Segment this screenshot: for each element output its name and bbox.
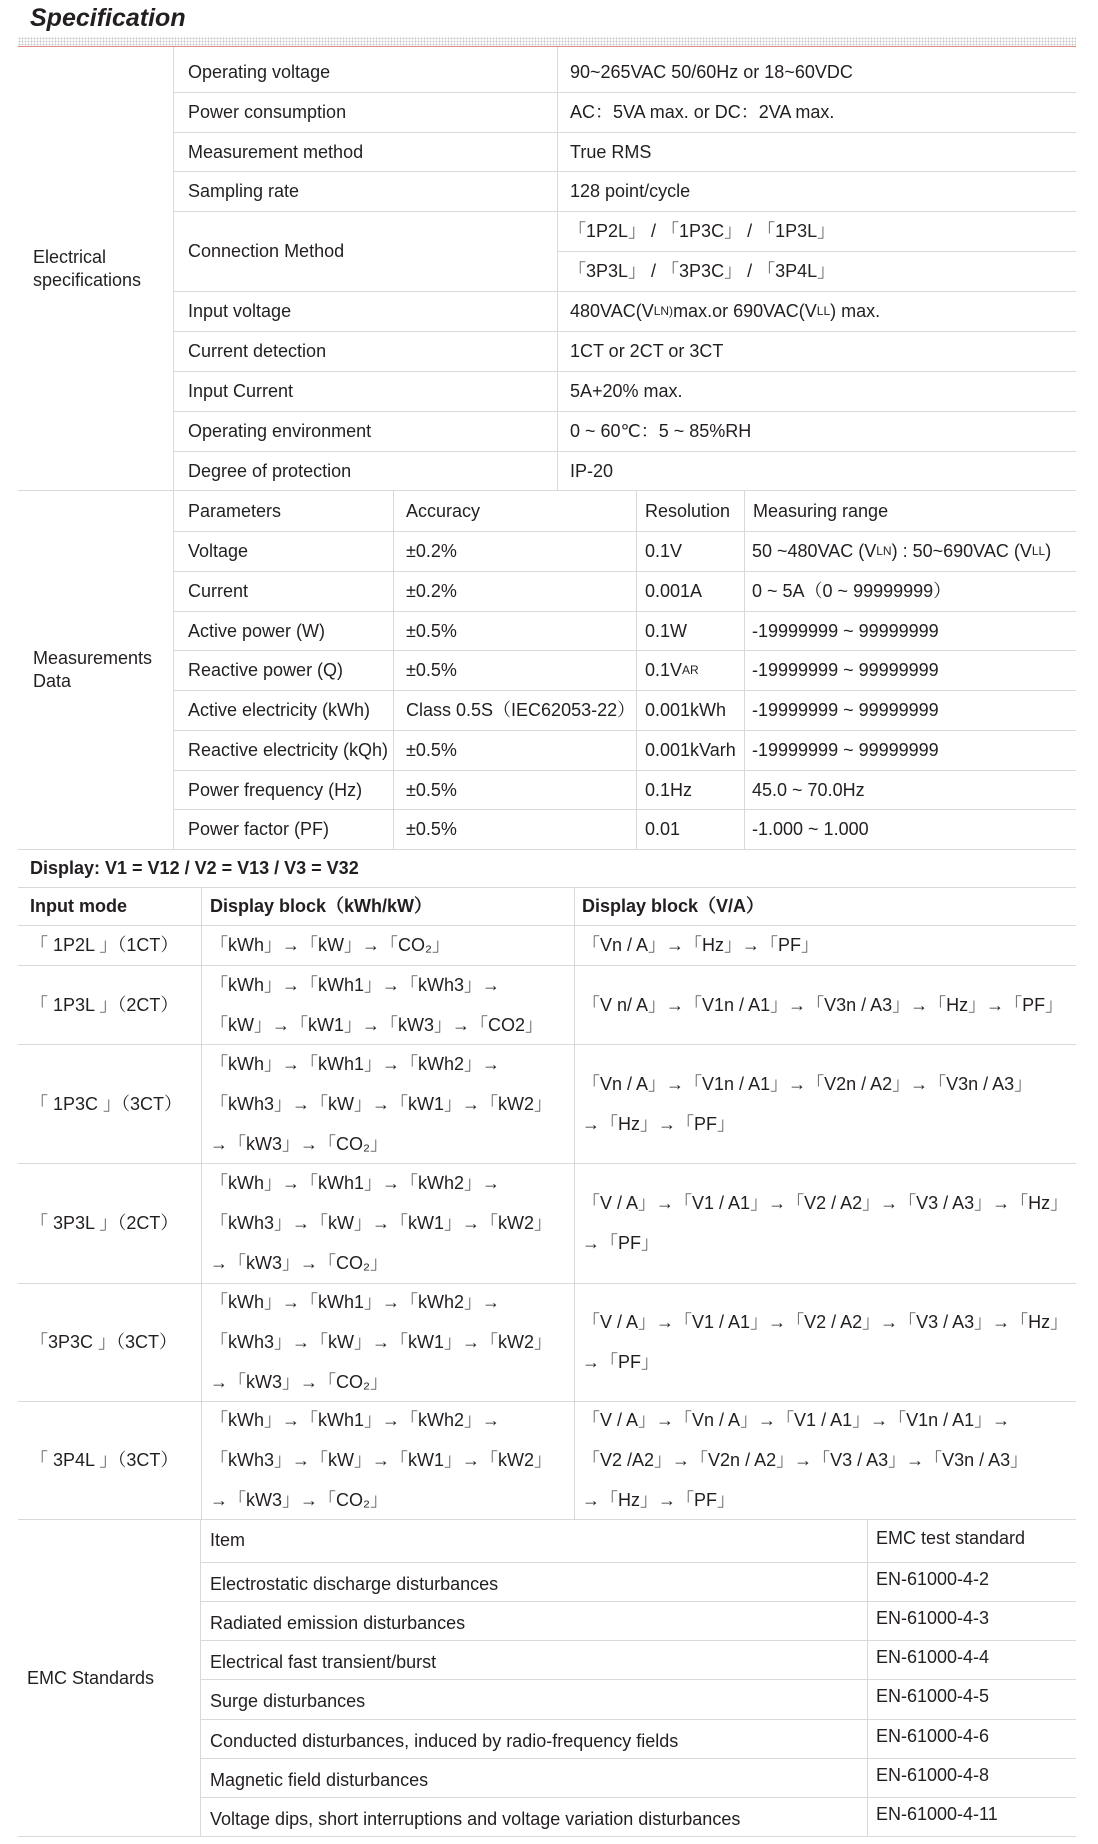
column-header: EMC test standard [876, 1528, 1026, 1548]
divider [393, 491, 394, 849]
spec-name: Input voltage [188, 301, 292, 321]
spec-value: 90~265VAC 50/60Hz or 18~60VDC [570, 62, 853, 82]
emc-item-cell: Radiated emission disturbances [210, 1613, 466, 1633]
display-sequence-line: 「kWh」→「kWh1」→「kWh2」→ [210, 1410, 501, 1430]
spec-name: Current detection [188, 341, 327, 361]
label-line: specifications [33, 269, 142, 290]
range-cell: -1.000 ~ 1.000 [752, 819, 869, 839]
accuracy-cell: ±0.5% [406, 780, 457, 800]
display-sequence-line: →「PF」 [582, 1352, 660, 1372]
section-divider [18, 490, 1076, 491]
divider [744, 491, 745, 849]
subscript: AR [682, 663, 699, 677]
emc-item-cell: Conducted disturbances, induced by radio-frequency fields [210, 1731, 679, 1751]
value-part: 0.1V [645, 660, 683, 680]
kwh-display-cell [210, 1283, 552, 1401]
accuracy-cell: ±0.5% [406, 819, 457, 839]
range-cell [752, 531, 1051, 571]
kwh-display-cell [210, 1044, 552, 1163]
spec-value: 「3P3L」 / 「3P3C」 / 「3P4L」 [568, 261, 836, 281]
input-mode-cell: 「 3P3L 」（2CT） [30, 1213, 179, 1233]
emc-item-cell: Surge disturbances [210, 1691, 366, 1711]
display-section-title: Display: V1 = V12 / V2 = V13 / V3 = V32 [30, 858, 359, 878]
value-part: 50 ~480VAC (V [752, 541, 877, 561]
spec-value: 0 ~ 60℃：5 ~ 85%RH [570, 421, 752, 441]
display-sequence-line: →「kW3」→「CO₂」 [210, 1372, 388, 1392]
measurements-section-label [33, 491, 152, 849]
display-sequence-line: 「V2 /A2」→「V2n / A2」→「V3 / A3」→「V3n / A3」 [582, 1450, 1029, 1470]
accuracy-cell: ±0.2% [406, 541, 457, 561]
input-mode-cell: 「 1P3C 」（3CT） [30, 1093, 183, 1114]
range-cell: -19999999 ~ 99999999 [752, 700, 939, 720]
display-sequence-line: →「PF」 [582, 1233, 660, 1253]
emc-standard-cell: EN-61000-4-6 [876, 1726, 990, 1746]
spec-value: 5A+20% max. [570, 381, 683, 401]
page-title: Specification [30, 4, 186, 32]
emc-standard-cell: EN-61000-4-2 [876, 1569, 990, 1589]
subscript: LN) [653, 304, 674, 318]
parameter-cell: Power frequency (Hz) [188, 780, 363, 800]
emc-item-cell: Electrical fast transient/burst [210, 1652, 437, 1672]
column-header: Display block（kWh/kW） [210, 896, 433, 916]
display-sequence-line: 「V / A」→「V1 / A1」→「V2 / A2」→「V3 / A3」→「Hz」 [582, 1312, 1069, 1332]
display-sequence-line: 「V / A」→「V1 / A1」→「V2 / A2」→「V3 / A3」→「Hz」 [582, 1193, 1069, 1213]
va-display-cell [582, 925, 819, 965]
accuracy-cell: ±0.5% [406, 740, 457, 760]
value-part: 480VAC(V [570, 301, 654, 321]
label-line: Electrical [33, 246, 107, 267]
display-sequence-line: →「Hz」→「PF」 [582, 1490, 735, 1510]
kwh-display-cell [210, 965, 543, 1044]
divider [200, 1520, 201, 1836]
resolution-cell: 0.001kWh [645, 700, 727, 720]
spec-value: 1CT or 2CT or 3CT [570, 341, 724, 361]
value-part: max.or 690VAC(V [673, 301, 817, 321]
column-header: Accuracy [406, 501, 481, 521]
divider [173, 491, 174, 849]
emc-standard-cell: EN-61000-4-8 [876, 1765, 990, 1785]
display-sequence-line: 「Vn / A」→「V1n / A1」→「V2n / A2」→「V3n / A3」 [582, 1073, 1033, 1094]
divider [173, 47, 174, 490]
spec-value [570, 291, 880, 331]
display-sequence-line: →「kW3」→「CO₂」 [210, 1490, 388, 1510]
va-display-cell [582, 1163, 1068, 1283]
subscript: LL [816, 304, 831, 318]
column-header: Display block（V/A） [582, 896, 765, 916]
label-line: Data [33, 671, 72, 691]
divider [18, 887, 1076, 888]
spec-name: Connection Method [188, 241, 345, 261]
display-sequence-line: 「kWh」→「kW」→「CO₂」 [210, 935, 450, 955]
emc-item-cell: Magnetic field disturbances [210, 1770, 429, 1790]
va-display-cell [582, 1283, 1068, 1401]
accuracy-cell: ±0.2% [406, 581, 457, 601]
spec-value: 128 point/cycle [570, 181, 691, 201]
display-sequence-line: 「kW」→「kW1」→「kW3」→「CO2」 [210, 1014, 543, 1035]
accuracy-cell: ±0.5% [406, 621, 457, 641]
display-sequence-line: →「kW3」→「CO₂」 [210, 1133, 388, 1154]
parameter-cell: Reactive electricity (kQh) [188, 740, 389, 760]
spec-name: Measurement method [188, 142, 364, 162]
value-part: ) : 50~690VAC (V [891, 541, 1032, 561]
emc-section-label: EMC Standards [27, 1667, 155, 1688]
display-sequence-line: 「kWh」→「kWh1」→「kWh2」→ [210, 1292, 501, 1312]
input-mode-cell: 「 3P4L 」（3CT） [30, 1450, 179, 1470]
divider [557, 47, 558, 490]
range-cell: 0 ~ 5A（0 ~ 99999999） [752, 581, 952, 601]
kwh-display-cell [210, 1401, 552, 1519]
emc-standard-cell: EN-61000-4-5 [876, 1686, 990, 1706]
display-sequence-line: 「kWh」→「kWh1」→「kWh2」→ [210, 1053, 501, 1074]
spec-name: Power consumption [188, 102, 347, 122]
range-cell: -19999999 ~ 99999999 [752, 660, 939, 680]
spec-name: Sampling rate [188, 181, 300, 201]
resolution-cell [645, 650, 699, 690]
column-header: Parameters [188, 501, 282, 521]
column-header: Item [210, 1530, 246, 1550]
spec-value: True RMS [570, 142, 652, 162]
va-display-cell [582, 1401, 1028, 1519]
spec-name: Input Current [188, 381, 294, 401]
emc-standard-cell: EN-61000-4-3 [876, 1608, 990, 1628]
column-header: Measuring range [753, 501, 889, 521]
divider [867, 1520, 868, 1836]
resolution-cell: 0.1V [645, 541, 683, 561]
display-sequence-line: →「kW3」→「CO₂」 [210, 1253, 388, 1273]
display-sequence-line: 「kWh」→「kWh1」→「kWh3」→ [210, 974, 501, 995]
kwh-display-cell [210, 1163, 552, 1283]
resolution-cell: 0.001A [645, 581, 703, 601]
input-mode-cell: 「 1P3L 」（2CT） [30, 994, 179, 1015]
range-cell: -19999999 ~ 99999999 [752, 740, 939, 760]
emc-standard-cell: EN-61000-4-4 [876, 1647, 990, 1667]
va-display-cell [582, 965, 1063, 1044]
display-sequence-line: 「Vn / A」→「Hz」→「PF」 [582, 935, 820, 955]
input-mode-cell: 「 1P2L 」（1CT） [30, 935, 179, 955]
spec-name: Operating environment [188, 421, 372, 441]
resolution-cell: 0.1W [645, 621, 688, 641]
display-sequence-line: 「V / A」→「Vn / A」→「V1 / A1」→「V1n / A1」→ [582, 1410, 1011, 1430]
electrical-section-label [33, 47, 141, 490]
parameter-cell: Active electricity (kWh) [188, 700, 371, 720]
spec-name: Operating voltage [188, 62, 331, 82]
spec-value: AC：5VA max. or DC：2VA max. [570, 102, 835, 122]
display-sequence-line: →「Hz」→「PF」 [582, 1113, 735, 1134]
title-underline [18, 46, 1076, 47]
resolution-cell: 0.01 [645, 819, 681, 839]
resolution-cell: 0.1Hz [645, 780, 693, 800]
emc-item-cell: Voltage dips, short interruptions and voltage variation disturbances [210, 1809, 741, 1829]
accuracy-cell: Class 0.5S（IEC62053-22） [406, 700, 636, 720]
resolution-cell: 0.001kVarh [645, 740, 736, 760]
display-sequence-line: 「kWh」→「kWh1」→「kWh2」→ [210, 1173, 501, 1193]
title-dotted-band [18, 37, 1076, 46]
divider [636, 491, 637, 849]
accuracy-cell: ±0.5% [406, 660, 457, 680]
display-sequence-line: 「kWh3」→「kW」→「kW1」→「kW2」 [210, 1450, 552, 1470]
value-part: ) max. [830, 301, 881, 321]
display-sequence-line: 「V n/ A」→「V1n / A1」→「V3n / A3」→「Hz」→「PF」 [582, 994, 1064, 1015]
input-mode-cell: 「3P3C 」（3CT） [30, 1332, 178, 1352]
spec-value: IP-20 [570, 461, 614, 481]
parameter-cell: Current [188, 581, 249, 601]
spec-name: Degree of protection [188, 461, 352, 481]
table-bottom-border [18, 1836, 1076, 1837]
parameter-cell: Power factor (PF) [188, 819, 330, 839]
column-header: Input mode [30, 896, 127, 916]
va-display-cell [582, 1044, 1032, 1163]
parameter-cell: Reactive power (Q) [188, 660, 344, 680]
parameter-cell: Active power (W) [188, 621, 326, 641]
divider [201, 888, 202, 1519]
column-header: Resolution [645, 501, 731, 521]
value-part: ) [1045, 541, 1052, 561]
emc-item-cell: Electrostatic discharge disturbances [210, 1574, 499, 1594]
range-cell: 45.0 ~ 70.0Hz [752, 780, 865, 800]
spec-value: 「1P2L」 / 「1P3C」 / 「1P3L」 [568, 221, 836, 241]
kwh-display-cell [210, 925, 450, 965]
display-sequence-line: 「kWh3」→「kW」→「kW1」→「kW2」 [210, 1332, 552, 1352]
parameter-cell: Voltage [188, 541, 249, 561]
display-sequence-line: 「kWh3」→「kW」→「kW1」→「kW2」 [210, 1213, 552, 1233]
display-sequence-line: 「kWh3」→「kW」→「kW1」→「kW2」 [210, 1093, 552, 1114]
subscript: LL [1031, 544, 1046, 558]
label-line: Measurements [33, 648, 153, 668]
range-cell: -19999999 ~ 99999999 [752, 621, 939, 641]
emc-standard-cell: EN-61000-4-11 [876, 1804, 998, 1824]
subscript: LN [876, 544, 892, 558]
divider [574, 888, 575, 1519]
